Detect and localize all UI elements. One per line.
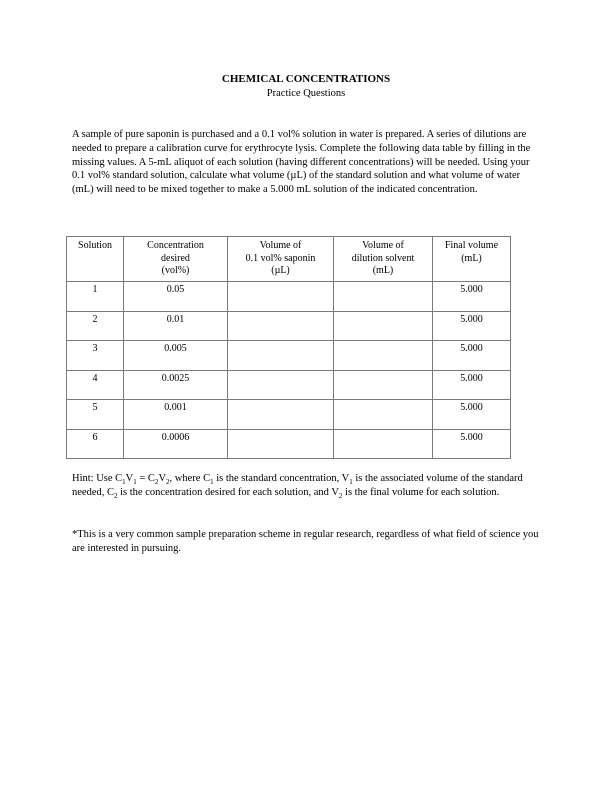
header-saponin-volume (228, 237, 334, 282)
cell-solution: 2 (67, 311, 124, 341)
hint-text: V (125, 473, 134, 484)
hint-subscript: 2 (114, 491, 118, 500)
cell-solution: 4 (67, 370, 124, 400)
cell-final-volume: 5.000 (433, 311, 511, 341)
footnote-paragraph: *This is a very common sample preparation scheme in regular research, regardless of what field of science you are interested in pursuing. (72, 529, 539, 554)
hint-text: V (158, 473, 167, 484)
cell-solvent-volume[interactable] (334, 400, 433, 430)
table-row (67, 341, 511, 371)
cell-saponin-volume[interactable] (228, 370, 334, 400)
table-row (67, 311, 511, 341)
hint-subscript: 1 (122, 478, 126, 487)
header-solution-label: Solution (78, 240, 112, 251)
cell-final-volume: 5.000 (433, 370, 511, 400)
header-saponin-line1: Volume of (259, 240, 302, 251)
cell-saponin-volume[interactable] (228, 400, 334, 430)
hint-text: , where C (169, 473, 211, 484)
cell-solvent-volume[interactable] (334, 429, 433, 459)
cell-saponin-volume[interactable] (228, 341, 334, 371)
header-solution (67, 237, 124, 282)
cell-final-volume: 5.000 (433, 429, 511, 459)
cell-saponin-volume[interactable] (228, 429, 334, 459)
cell-concentration: 0.0006 (124, 429, 228, 459)
cell-concentration: 0.001 (124, 400, 228, 430)
cell-solution: 5 (67, 400, 124, 430)
header-concentration-line2: desired (161, 252, 190, 264)
table-row (67, 400, 511, 430)
table-row (67, 429, 511, 459)
hint-text: = C (136, 473, 155, 484)
header-solvent-line2: dilution solvent (351, 252, 415, 264)
header-final-line1: Final volume (444, 240, 499, 251)
cell-concentration: 0.05 (124, 282, 228, 312)
header-final-line2: (mL) (461, 252, 482, 264)
header-final-volume (433, 237, 511, 282)
header-solvent-volume (334, 237, 433, 282)
cell-final-volume: 5.000 (433, 282, 511, 312)
cell-saponin-volume[interactable] (228, 282, 334, 312)
hint-subscript: 2 (338, 491, 343, 500)
header-concentration (124, 237, 228, 282)
hint-text: is the final volume for each solution. (342, 486, 500, 498)
cell-solution: 6 (67, 429, 124, 459)
cell-solvent-volume[interactable] (334, 282, 433, 312)
cell-solvent-volume[interactable] (334, 311, 433, 341)
page-subtitle: Practice Questions (266, 88, 346, 99)
cell-saponin-volume[interactable] (228, 311, 334, 341)
page-title: CHEMICAL CONCENTRATIONS (221, 73, 391, 85)
header-solvent-line3: (mL) (372, 265, 394, 276)
table-row (67, 370, 511, 400)
hint-paragraph (72, 472, 540, 500)
cell-concentration: 0.01 (124, 311, 228, 341)
cell-concentration: 0.0025 (124, 370, 228, 400)
dilution-table (66, 236, 511, 459)
header-concentration-line1: Concentration (147, 240, 204, 251)
hint-subscript: 1 (349, 478, 353, 487)
hint-text: is the concentration desired for each solution, and V (117, 486, 339, 498)
hint-subscript: 1 (133, 478, 137, 487)
header-saponin-line2: 0.1 vol% saponin (245, 252, 316, 264)
hint-text: is the standard concentration, V (213, 473, 350, 484)
header-saponin-line3: (µL) (271, 265, 290, 276)
table-header-row (67, 237, 511, 282)
cell-solvent-volume[interactable] (334, 370, 433, 400)
hint-subscript: 2 (166, 478, 170, 487)
cell-solution: 1 (67, 282, 124, 312)
hint-subscript: 2 (154, 478, 159, 487)
table-row (67, 282, 511, 312)
cell-final-volume: 5.000 (433, 341, 511, 371)
hint-text: Hint: Use C (72, 473, 123, 484)
cell-concentration: 0.005 (124, 341, 228, 371)
hint-subscript: 1 (210, 478, 214, 487)
cell-final-volume: 5.000 (433, 400, 511, 430)
intro-paragraph: A sample of pure saponin is purchased and a 0.1 vol% solution in water is prepared. A series of dilutions are needed to prepare a calibration curve for erythrocyte lysis. Complete the following data table by filling in the missing values. A 5-mL aliquot of each solution (having different concentrations) will be needed. Using your 0.1 vol% standard solution, calculate what volume (µL) of the standard solution and what volume of water (mL) will need to be mixed together to make a 5.000 mL solution of the indicated concentration. (72, 129, 531, 196)
header-concentration-line3: (vol%) (161, 265, 190, 276)
header-solvent-line1: Volume of (362, 240, 404, 251)
cell-solvent-volume[interactable] (334, 341, 433, 371)
cell-solution: 3 (67, 341, 124, 371)
hint-text: is the associated volume of the standard needed, C (72, 473, 523, 498)
